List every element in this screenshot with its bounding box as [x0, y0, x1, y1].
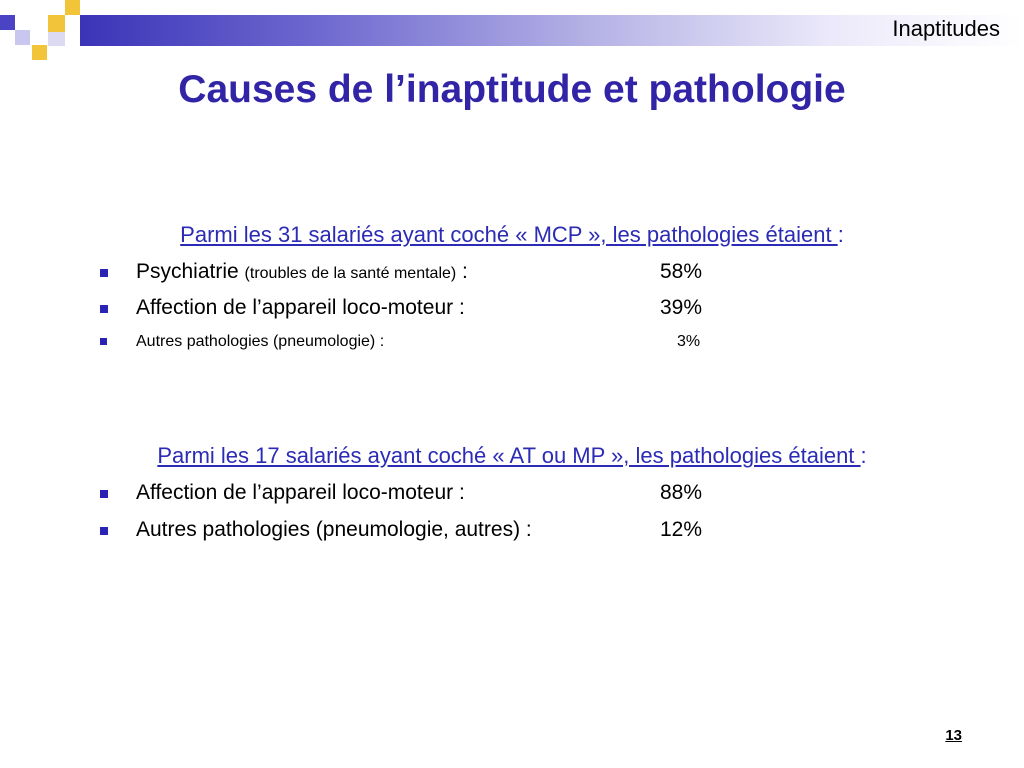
item-separator: :: [456, 260, 468, 283]
decor-square-light-2: [48, 32, 65, 46]
item-value: 39%: [660, 296, 703, 319]
section-heading-at-mp: [0, 443, 1024, 469]
bullet-icon: [100, 527, 108, 535]
item-label: Autres pathologies (pneumologie, autres) :: [136, 518, 532, 541]
bullet-icon: [100, 490, 108, 498]
item-label-detail: (troubles de la santé mentale): [244, 265, 457, 282]
item-label: Psychiatrie: [136, 260, 239, 283]
item-value: 88%: [660, 481, 703, 504]
bullet-icon: [100, 269, 108, 277]
decor-square-blue: [0, 15, 15, 30]
section-heading-colon: :: [860, 443, 867, 468]
item-label: Affection de l’appareil loco-moteur :: [136, 481, 465, 504]
page-number: 13: [945, 727, 962, 744]
section-heading-text: Parmi les 31 salariés ayant coché « MCP », les pathologies étaient: [180, 222, 838, 247]
item-label: Autres pathologies (pneumologie) :: [136, 333, 385, 350]
decor-square-yellow-bottom: [32, 45, 47, 60]
decor-square-yellow-top: [65, 0, 80, 15]
item-value: 58%: [660, 260, 703, 283]
section-heading-colon: :: [837, 222, 844, 247]
item-value: 12%: [660, 518, 703, 541]
item-value: 3%: [677, 333, 701, 350]
page-title: Causes de l’inaptitude et pathologie: [178, 68, 846, 111]
bullet-icon: [100, 338, 107, 345]
bullet-icon: [100, 305, 108, 313]
header-gradient-band: [80, 15, 1024, 46]
decor-square-light: [15, 30, 30, 45]
decor-square-yellow: [48, 15, 65, 32]
item-label: Affection de l’appareil loco-moteur :: [136, 296, 465, 319]
section-heading-mcp: [0, 222, 1024, 248]
section-heading-text: Parmi les 17 salariés ayant coché « AT ou MP », les pathologies étaient: [157, 443, 861, 468]
header-label: Inaptitudes: [892, 16, 1000, 41]
